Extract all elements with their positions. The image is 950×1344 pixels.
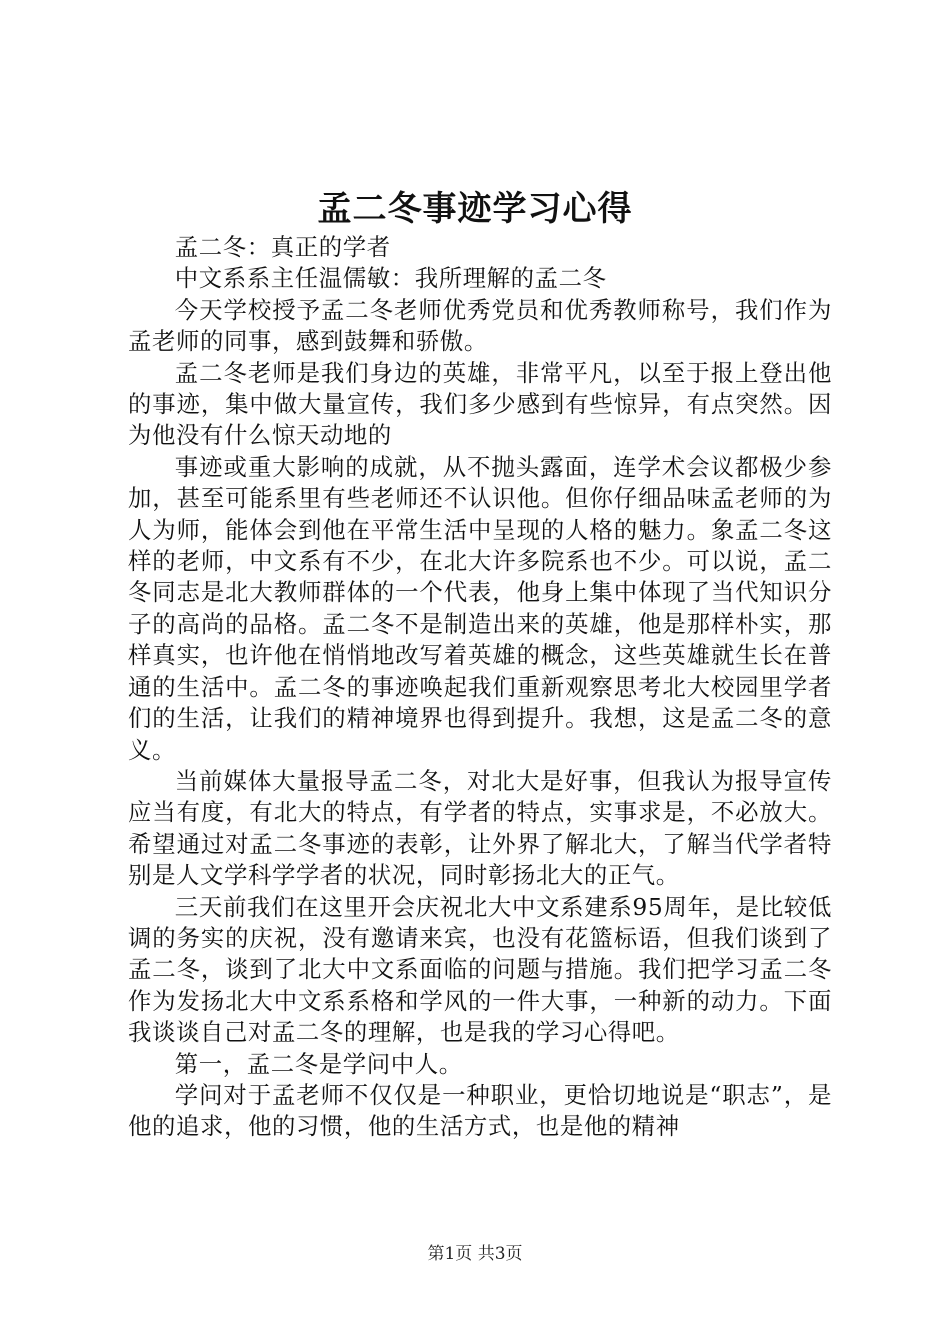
paragraph: 事迹或重大影响的成就，从不抛头露面，连学术会议都极少参加，甚至可能系里有些老师还不认识他。但你仔细品味孟老师的为人为师，能体会到他在平常生活中呈现的人格的魅力。象孟二冬这样的老师，中文系有不少，在北大许多院系也不少。可以说，孟二冬同志是北大教师群体的一个代表，他身上集中体现了当代知识分子的高尚的品格。孟二冬不是制造出来的英雄，他是那样朴实，那样真实，也许他在悄悄地改写着英雄的概念，这些英雄就生长在普通的生活中。孟二冬的事迹唤起我们重新观察思考北大校园里学者们的生活，让我们的精神境界也得到提升。我想，这是孟二冬的意义。 (128, 452, 832, 764)
document-title: 孟二冬事迹学习心得 (317, 189, 633, 229)
paragraph-author: 中文系系主任温儒敏：我所理解的孟二冬 (174, 264, 607, 293)
paragraph: 三天前我们在这里开会庆祝北大中文系建系95周年，是比较低调的务实的庆祝，没有邀请来宾，也没有花篮标语，但我们谈到了孟二冬，谈到了北大中文系面临的问题与措施。我们把学习孟二冬作为发扬北大中文系系格和学风的一件大事，一种新的动力。下面我谈谈自己对孟二冬的理解，也是我的学习心得吧。 (128, 892, 832, 1047)
paragraph: 学问对于孟老师不仅仅是一种职业，更恰切地说是“职志”，是他的追求，他的习惯，他的生活方式，也是他的精神 (128, 1080, 832, 1141)
document-body (128, 232, 832, 1143)
paragraph: 今天学校授予孟二冬老师优秀党员和优秀教师称号，我们作为孟老师的同事，感到鼓舞和骄傲。 (128, 295, 832, 356)
paragraph: 孟二冬老师是我们身边的英雄，非常平凡，以至于报上登出他的事迹，集中做大量宣传，我们多少感到有些惊异，有点突然。因为他没有什么惊天动地的 (128, 358, 832, 450)
page-footer: 第1页 共3页 (427, 1244, 523, 1264)
paragraph-subtitle: 孟二冬：真正的学者 (174, 233, 391, 261)
paragraph-section-heading: 第一，孟二冬是学问中人。 (174, 1049, 463, 1078)
paragraph: 当前媒体大量报导孟二冬，对北大是好事，但我认为报导宣传应当有度，有北大的特点，有学者的特点，实事求是，不必放大。希望通过对孟二冬事迹的表彰，让外界了解北大，了解当代学者特别是人文学科学学者的状况，同时彰扬北大的正气。 (128, 766, 832, 890)
